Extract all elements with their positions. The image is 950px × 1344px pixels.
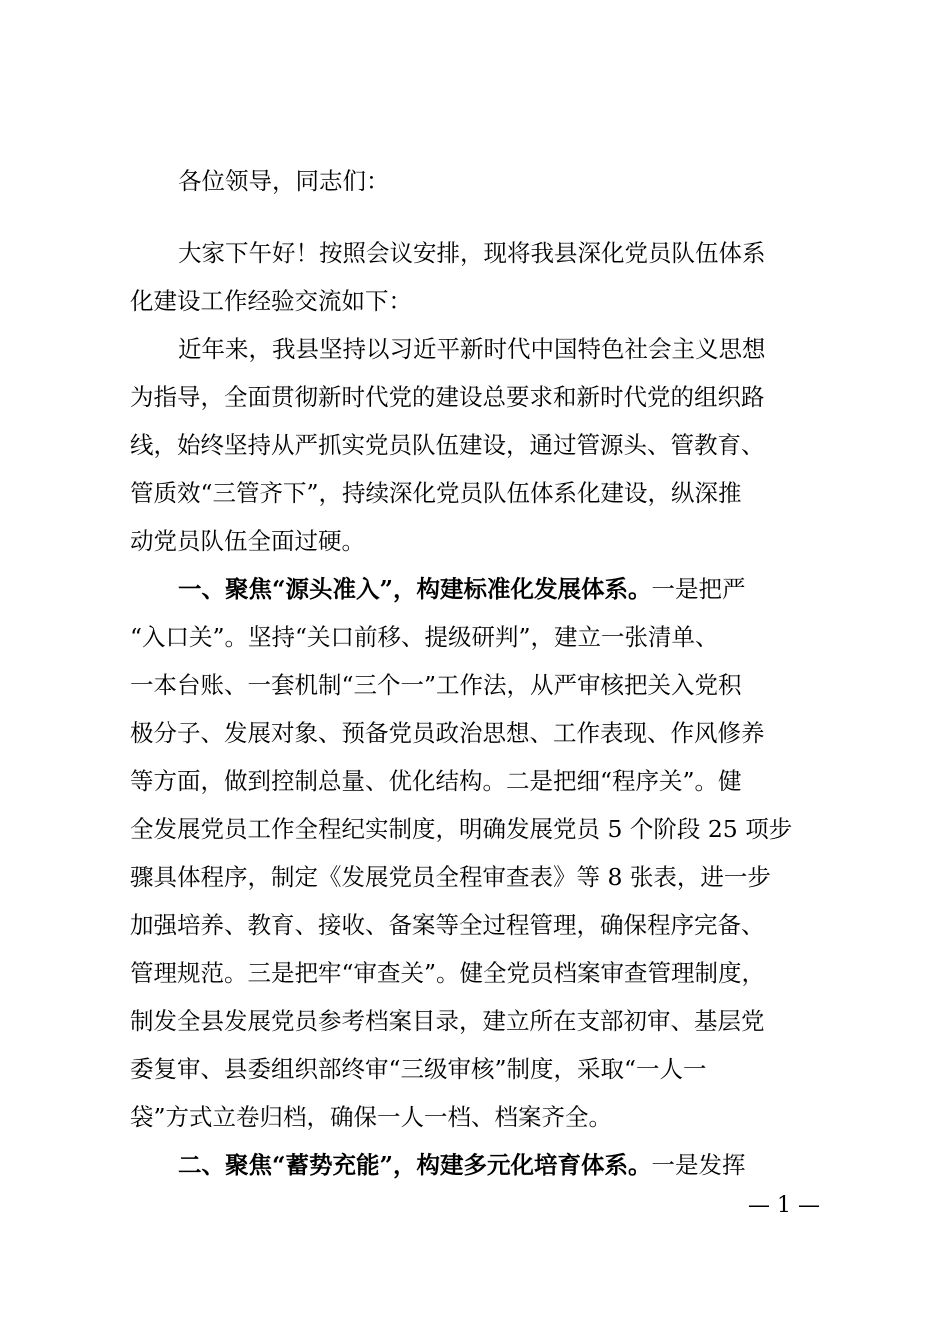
section1-line: 骤具体程序，制定《发展党员全程审查表》等 8 张表，进一步 bbox=[130, 863, 771, 891]
page-number: — 1 — bbox=[748, 1193, 820, 1218]
overview-line-4: 管质效“三管齐下”，持续深化党员队伍体系化建设，纵深推 bbox=[130, 479, 742, 507]
section1-line: 制发全县发展党员参考档案目录，建立所在支部初审、基层党 bbox=[130, 1007, 765, 1035]
overview-line-1: 近年来，我县坚持以习近平新时代中国特色社会主义思想 bbox=[178, 335, 766, 363]
section1-first-line-rest: 一是把严 bbox=[651, 575, 746, 603]
intro-line-1: 大家下午好！按照会议安排，现将我县深化党员队伍体系 bbox=[178, 239, 766, 267]
salutation: 各位领导，同志们： bbox=[178, 167, 390, 195]
section2-heading: 二、聚焦“蓄势充能”，构建多元化培育体系。 bbox=[178, 1151, 652, 1179]
section1-line: 极分子、发展对象、预备党员政治思想、工作表现、作风修养 bbox=[130, 719, 765, 747]
overview-line-5: 动党员队伍全面过硬。 bbox=[130, 527, 365, 555]
section1-line: 袋”方式立卷归档，确保一人一档、档案齐全。 bbox=[130, 1103, 613, 1131]
overview-line-3: 线，始终坚持从严抓实党员队伍建设，通过管源头、管教育、 bbox=[130, 431, 765, 459]
section1-line: 管理规范。三是把牢“审查关”。健全党员档案审查管理制度， bbox=[130, 959, 766, 987]
section1-line: 加强培养、教育、接收、备案等全过程管理，确保程序完备、 bbox=[130, 911, 765, 939]
section2-first-line-rest: 一是发挥 bbox=[651, 1151, 746, 1179]
section2-first-line bbox=[178, 1145, 746, 1185]
section1-heading: 一、聚焦“源头准入”，构建标准化发展体系。 bbox=[178, 575, 652, 603]
section1-first-line bbox=[178, 569, 746, 609]
overview-line-2: 为指导，全面贯彻新时代党的建设总要求和新时代党的组织路 bbox=[130, 383, 765, 411]
section1-line: 一本台账、一套机制“三个一”工作法，从严审核把关入党积 bbox=[130, 671, 742, 699]
section1-line: 全发展党员工作全程纪实制度，明确发展党员 5 个阶段 25 项步 bbox=[130, 815, 793, 843]
section1-line: 等方面，做到控制总量、优化结构。二是把细“程序关”。健 bbox=[130, 767, 742, 795]
section1-line: “入口关”。坚持“关口前移、提级研判”，建立一张清单、 bbox=[130, 623, 719, 651]
intro-line-2: 化建设工作经验交流如下： bbox=[130, 287, 412, 315]
section1-line: 委复审、县委组织部终审“三级审核”制度，采取“一人一 bbox=[130, 1055, 707, 1083]
